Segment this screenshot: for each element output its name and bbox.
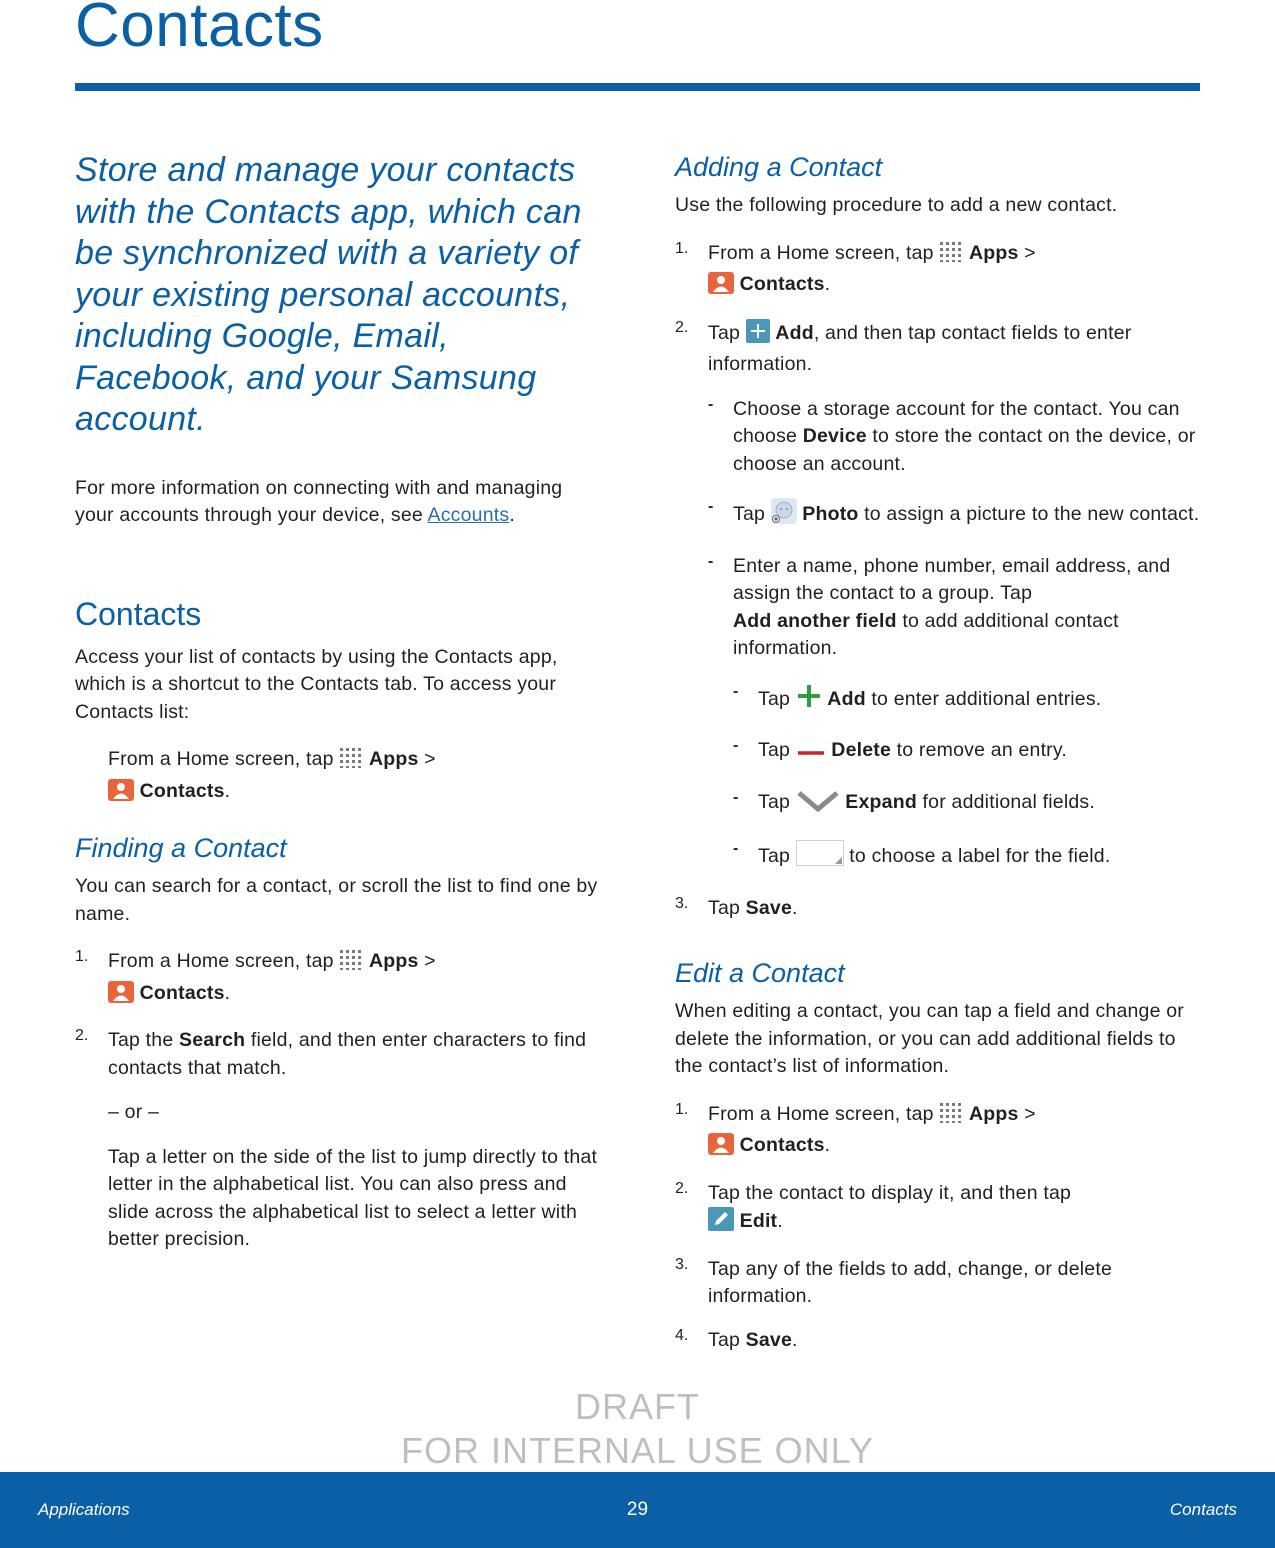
page-footer	[0, 1472, 1275, 1548]
adding-sub-3: - Enter a name, phone number, email address, and assign the contact to a group. Tap Add another field to add additional contact information. - Tap Add to enter additional entries. - Tap Delete to remove an entry. - Tap Expand for additional fields. - Tap to choose a label for the field.	[708, 553, 1205, 875]
finding-step-2: 2. Tap the Search field, and then enter characters to find contacts that match. – or – Tap a letter on the side of the list to jump directly to that letter in the alphabetical list. You can also press and slide across the alphabetical list to select a letter with better precision.	[75, 1027, 605, 1254]
intro-text: Store and manage your contacts with the Contacts app, which can be synchronized with a variety of your existing personal accounts, including Google, Email, Facebook, and your Samsung account.	[75, 151, 582, 438]
page-number: 29	[626, 1499, 649, 1520]
contacts-body: Access your list of contacts by using the Contacts app, which is a shortcut to the Contacts tab. To access your Contacts list:	[75, 645, 558, 723]
adding-subsub-4: - Tap to choose a label for the field.	[733, 840, 1205, 875]
add-plus-icon	[746, 319, 770, 352]
draft-watermark-line-1: DRAFT	[575, 1386, 700, 1427]
apps-grid-icon	[339, 747, 363, 778]
edit-step-3: 3. Tap any of the fields to add, change, or delete information.	[675, 1255, 1113, 1307]
adding-subsub-2: - Tap Delete to remove an entry.	[733, 737, 1205, 769]
title-rule	[75, 83, 1200, 91]
label-dropdown-icon	[796, 840, 844, 875]
more-info-paragraph: For more information on connecting with and managing your accounts through your device, see Accounts.	[75, 476, 563, 526]
edit-body: When editing a contact, you can tap a field and change or delete the information, or you can add additional fields to the contact’s list of information.	[675, 1000, 1184, 1077]
contacts-person-icon	[708, 272, 734, 303]
finding-heading: Finding a Contact	[75, 833, 287, 863]
add-green-icon	[796, 683, 822, 718]
contacts-person-icon	[708, 1133, 734, 1164]
adding-heading: Adding a Contact	[675, 152, 883, 182]
adding-subsub-1: - Tap Add to enter additional entries.	[733, 683, 1205, 718]
edit-step-1: 1. From a Home screen, tap Apps > Contacts.	[675, 1101, 1205, 1164]
footer-chapter: Contacts	[1169, 1500, 1237, 1519]
edit-heading: Edit a Contact	[675, 958, 845, 988]
accounts-link[interactable]: Accounts	[427, 504, 510, 526]
apps-grid-icon	[939, 1102, 963, 1133]
contacts-nav-instruction: From a Home screen, tap Apps > Contacts.	[75, 746, 605, 809]
adding-step-1: 1. From a Home screen, tap Apps > Contacts.	[675, 240, 1205, 303]
left-column	[75, 150, 605, 1254]
contacts-person-icon	[108, 981, 134, 1012]
edit-step-4: 4. Tap Save.	[675, 1326, 798, 1351]
right-column	[675, 150, 1205, 1354]
edit-pencil-icon	[708, 1207, 734, 1240]
adding-step-2: 2. Tap Add, and then tap contact fields to enter information. - Choose a storage account for the contact. You can choose Device to store the contact on the device, or choose an account. - Tap Photo to assign a picture to the new contact. - Enter a name, phone number, email address, and assign the contact to a group. Tap Add another field to add additional contact information. - Tap Add to enter additional entries. - Tap Delete to remove an entry. - Tap Expand for additional fields. - Tap to choose a label for the field.	[675, 319, 1205, 875]
adding-sub-2: - Tap Photo to assign a picture to the new contact.	[708, 498, 1205, 533]
adding-sub-1: - Choose a storage account for the contact. You can choose Device to store the contact on the device, or choose an account.	[708, 395, 1196, 475]
edit-step-2: 2. Tap the contact to display it, and then tap Edit.	[675, 1180, 1205, 1240]
apps-grid-icon	[939, 241, 963, 272]
apps-grid-icon	[339, 949, 363, 980]
finding-step-1: 1. From a Home screen, tap Apps > Contacts.	[75, 948, 605, 1011]
adding-step-3: 3. Tap Save.	[675, 894, 798, 919]
footer-section: Applications	[38, 1500, 130, 1519]
draft-watermark-line-2: FOR INTERNAL USE ONLY	[400, 1430, 875, 1471]
contacts-heading: Contacts	[75, 595, 202, 632]
delete-minus-icon	[796, 741, 826, 769]
expand-chevron-icon	[796, 790, 840, 821]
adding-subsub-3: - Tap Expand for additional fields.	[733, 789, 1205, 821]
finding-body: You can search for a contact, or scroll the list to find one by name.	[75, 875, 598, 925]
adding-body: Use the following procedure to add a new contact.	[675, 194, 1118, 216]
page-title: Contacts	[75, 0, 324, 60]
contacts-person-icon	[108, 779, 134, 810]
finding-step-2-alt: Tap a letter on the side of the list to jump directly to that letter in the alphabetical list. You can also press and slide across the alphabetical list to select a letter with better precision.	[108, 1145, 598, 1250]
photo-avatar-icon	[771, 498, 797, 533]
or-separator: – or –	[108, 1101, 160, 1123]
